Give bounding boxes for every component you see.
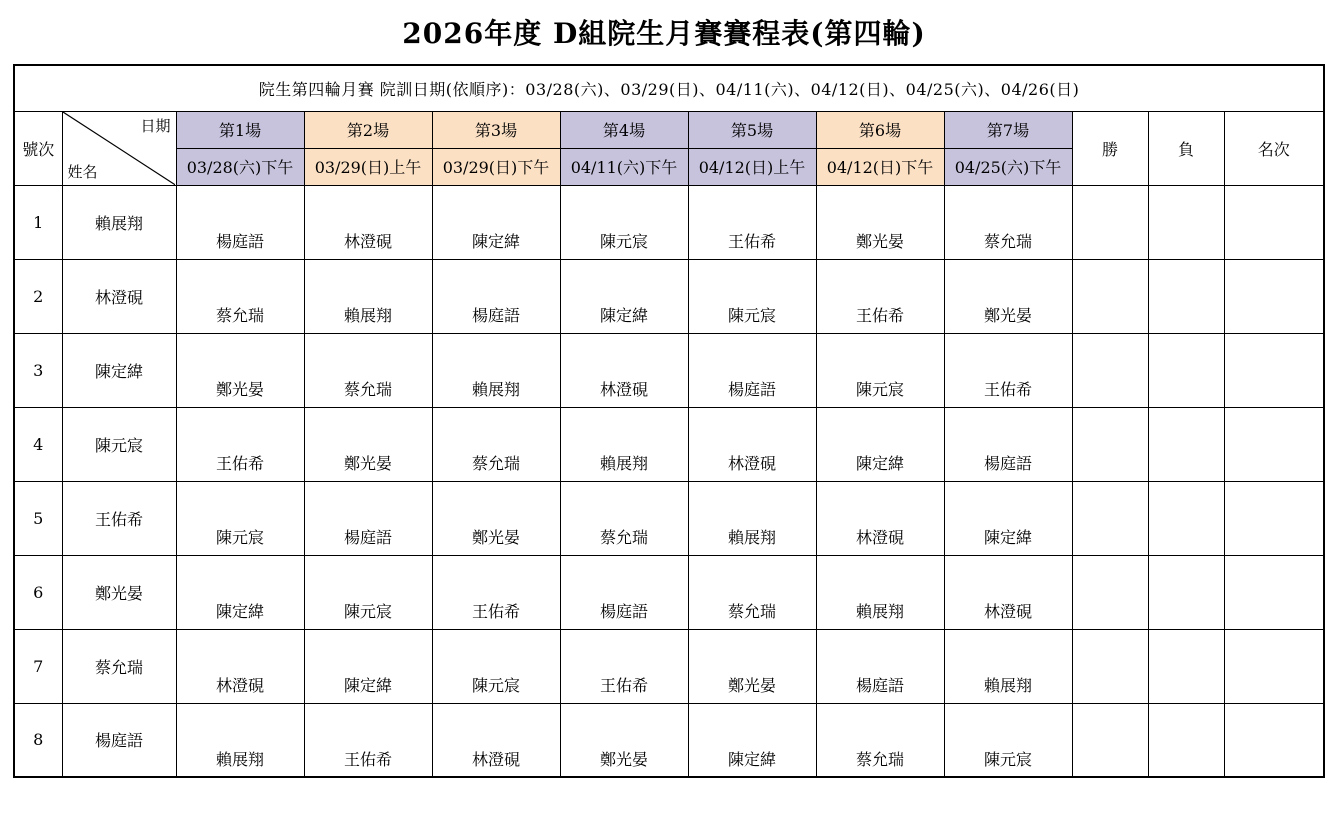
result-entry-cell[interactable] bbox=[944, 481, 1072, 518]
lose-count-cell[interactable] bbox=[1148, 481, 1224, 555]
player-name: 王佑希 bbox=[62, 481, 176, 555]
opponent-name: 鄭光晏 bbox=[304, 444, 432, 481]
seat-number: 3 bbox=[14, 333, 62, 407]
result-entry-cell[interactable] bbox=[560, 629, 688, 666]
win-count-cell[interactable] bbox=[1072, 333, 1148, 407]
opponent-name: 賴展翔 bbox=[560, 444, 688, 481]
opponent-name: 王佑希 bbox=[816, 296, 944, 333]
result-entry-cell[interactable] bbox=[560, 481, 688, 518]
header-rank: 名次 bbox=[1224, 111, 1324, 185]
player-name: 楊庭語 bbox=[62, 703, 176, 777]
result-entry-cell[interactable] bbox=[816, 185, 944, 222]
opponent-name: 林澄硯 bbox=[944, 592, 1072, 629]
result-entry-cell[interactable] bbox=[560, 555, 688, 592]
header-date-label: 日期 bbox=[140, 116, 171, 135]
opponent-name: 鄭光晏 bbox=[432, 518, 560, 555]
header-round-4: 第4場 bbox=[560, 111, 688, 148]
opponent-name: 蔡允瑞 bbox=[176, 296, 304, 333]
result-entry-cell[interactable] bbox=[432, 481, 560, 518]
result-entry-cell[interactable] bbox=[560, 333, 688, 370]
result-entry-cell[interactable] bbox=[304, 481, 432, 518]
opponent-name: 蔡允瑞 bbox=[560, 518, 688, 555]
result-entry-cell[interactable] bbox=[816, 555, 944, 592]
header-date-2: 03/29(日)上午 bbox=[304, 148, 432, 185]
opponent-name: 蔡允瑞 bbox=[304, 370, 432, 407]
opponent-name: 王佑希 bbox=[944, 370, 1072, 407]
rank-cell[interactable] bbox=[1224, 555, 1324, 629]
opponent-name: 陳定緯 bbox=[560, 296, 688, 333]
result-entry-cell[interactable] bbox=[560, 407, 688, 444]
result-entry-cell[interactable] bbox=[176, 407, 304, 444]
result-entry-cell[interactable] bbox=[816, 481, 944, 518]
opponent-name: 陳定緯 bbox=[432, 222, 560, 259]
opponent-name: 陳定緯 bbox=[304, 666, 432, 703]
result-entry-cell[interactable] bbox=[944, 407, 1072, 444]
lose-count-cell[interactable] bbox=[1148, 259, 1224, 333]
page-title: 2026年度 D組院生月賽賽程表(第四輪) bbox=[402, 17, 926, 50]
result-entry-cell[interactable] bbox=[688, 481, 816, 518]
opponent-name: 陳定緯 bbox=[176, 592, 304, 629]
header-seat-no-label: 號次 bbox=[22, 139, 55, 159]
opponent-name: 林澄硯 bbox=[560, 370, 688, 407]
opponent-name: 楊庭語 bbox=[688, 370, 816, 407]
lose-count-cell[interactable] bbox=[1148, 185, 1224, 259]
win-count-cell[interactable] bbox=[1072, 259, 1148, 333]
opponent-name: 蔡允瑞 bbox=[944, 222, 1072, 259]
player-name: 陳定緯 bbox=[62, 333, 176, 407]
win-count-cell[interactable] bbox=[1072, 407, 1148, 481]
opponent-name: 鄭光晏 bbox=[816, 222, 944, 259]
result-entry-cell[interactable] bbox=[304, 185, 432, 222]
opponent-name: 陳元宸 bbox=[432, 666, 560, 703]
seat-number: 2 bbox=[14, 259, 62, 333]
result-entry-cell[interactable] bbox=[176, 333, 304, 370]
player-name: 鄭光晏 bbox=[62, 555, 176, 629]
result-entry-cell[interactable] bbox=[304, 703, 432, 740]
opponent-name: 楊庭語 bbox=[560, 592, 688, 629]
win-count-cell[interactable] bbox=[1072, 481, 1148, 555]
result-entry-cell[interactable] bbox=[176, 481, 304, 518]
lose-count-cell[interactable] bbox=[1148, 703, 1224, 777]
result-entry-cell[interactable] bbox=[816, 333, 944, 370]
result-entry-cell[interactable] bbox=[816, 703, 944, 740]
result-entry-cell[interactable] bbox=[688, 629, 816, 666]
table-row bbox=[14, 703, 1324, 740]
schedule-table bbox=[13, 64, 1325, 778]
seat-number: 6 bbox=[14, 555, 62, 629]
opponent-name: 陳元宸 bbox=[560, 222, 688, 259]
result-entry-cell[interactable] bbox=[432, 333, 560, 370]
table-row bbox=[14, 481, 1324, 518]
lose-count-cell[interactable] bbox=[1148, 407, 1224, 481]
header-cell-date-name bbox=[62, 111, 176, 185]
table-row bbox=[14, 629, 1324, 666]
result-entry-cell[interactable] bbox=[816, 629, 944, 666]
result-entry-cell[interactable] bbox=[432, 703, 560, 740]
opponent-name: 鄭光晏 bbox=[560, 740, 688, 777]
header-date-6: 04/12(日)下午 bbox=[816, 148, 944, 185]
header-round-7: 第7場 bbox=[944, 111, 1072, 148]
result-entry-cell[interactable] bbox=[688, 185, 816, 222]
seat-number: 5 bbox=[14, 481, 62, 555]
opponent-name: 林澄硯 bbox=[176, 666, 304, 703]
result-entry-cell[interactable] bbox=[688, 407, 816, 444]
opponent-name: 蔡允瑞 bbox=[688, 592, 816, 629]
lose-count-cell[interactable] bbox=[1148, 555, 1224, 629]
opponent-name: 王佑希 bbox=[688, 222, 816, 259]
result-entry-cell[interactable] bbox=[944, 703, 1072, 740]
result-entry-cell[interactable] bbox=[304, 407, 432, 444]
opponent-name: 林澄硯 bbox=[688, 444, 816, 481]
win-count-cell[interactable] bbox=[1072, 555, 1148, 629]
result-entry-cell[interactable] bbox=[432, 555, 560, 592]
table-row bbox=[14, 259, 1324, 296]
opponent-name: 王佑希 bbox=[176, 444, 304, 481]
opponent-name: 賴展翔 bbox=[688, 518, 816, 555]
opponent-name: 蔡允瑞 bbox=[816, 740, 944, 777]
result-entry-cell[interactable] bbox=[560, 703, 688, 740]
result-entry-cell[interactable] bbox=[432, 259, 560, 296]
result-entry-cell[interactable] bbox=[432, 407, 560, 444]
opponent-name: 陳元宸 bbox=[816, 370, 944, 407]
result-entry-cell[interactable] bbox=[176, 185, 304, 222]
result-entry-cell[interactable] bbox=[176, 555, 304, 592]
lose-count-cell[interactable] bbox=[1148, 629, 1224, 703]
notice-text: 院生第四輪月賽 院訓日期(依順序)：03/28(六)、03/29(日)、04/11(六)、04/12(日)、04/25(六)、04/26(日) bbox=[14, 65, 1324, 111]
rank-cell[interactable] bbox=[1224, 407, 1324, 481]
seat-number: 1 bbox=[14, 185, 62, 259]
result-entry-cell[interactable] bbox=[688, 555, 816, 592]
result-entry-cell[interactable] bbox=[944, 259, 1072, 296]
header-date-3: 03/29(日)下午 bbox=[432, 148, 560, 185]
result-entry-cell[interactable] bbox=[944, 185, 1072, 222]
result-entry-cell[interactable] bbox=[816, 259, 944, 296]
result-entry-cell[interactable] bbox=[560, 259, 688, 296]
rank-cell[interactable] bbox=[1224, 703, 1324, 777]
header-round-1: 第1場 bbox=[176, 111, 304, 148]
result-entry-cell[interactable] bbox=[944, 333, 1072, 370]
header-cell-seat-no bbox=[14, 111, 62, 185]
rank-cell[interactable] bbox=[1224, 481, 1324, 555]
opponent-name: 陳元宸 bbox=[304, 592, 432, 629]
opponent-name: 鄭光晏 bbox=[176, 370, 304, 407]
result-entry-cell[interactable] bbox=[304, 555, 432, 592]
result-entry-cell[interactable] bbox=[304, 333, 432, 370]
seat-number: 8 bbox=[14, 703, 62, 777]
opponent-name: 賴展翔 bbox=[432, 370, 560, 407]
opponent-name: 賴展翔 bbox=[816, 592, 944, 629]
result-entry-cell[interactable] bbox=[944, 629, 1072, 666]
win-count-cell[interactable] bbox=[1072, 703, 1148, 777]
player-name: 賴展翔 bbox=[62, 185, 176, 259]
header-date-4: 04/11(六)下午 bbox=[560, 148, 688, 185]
result-entry-cell[interactable] bbox=[688, 333, 816, 370]
header-round-3: 第3場 bbox=[432, 111, 560, 148]
header-date-7: 04/25(六)下午 bbox=[944, 148, 1072, 185]
opponent-name: 王佑希 bbox=[304, 740, 432, 777]
opponent-name: 楊庭語 bbox=[432, 296, 560, 333]
opponent-name: 林澄硯 bbox=[816, 518, 944, 555]
opponent-name: 陳定緯 bbox=[944, 518, 1072, 555]
seat-number: 7 bbox=[14, 629, 62, 703]
opponent-name: 陳元宸 bbox=[688, 296, 816, 333]
header-date-1: 03/28(六)下午 bbox=[176, 148, 304, 185]
opponent-name: 楊庭語 bbox=[944, 444, 1072, 481]
opponent-name: 蔡允瑞 bbox=[432, 444, 560, 481]
lose-count-cell[interactable] bbox=[1148, 333, 1224, 407]
header-lose: 負 bbox=[1148, 111, 1224, 185]
win-count-cell[interactable] bbox=[1072, 185, 1148, 259]
opponent-name: 鄭光晏 bbox=[688, 666, 816, 703]
opponent-name: 王佑希 bbox=[560, 666, 688, 703]
opponent-name: 楊庭語 bbox=[304, 518, 432, 555]
opponent-name: 陳元宸 bbox=[944, 740, 1072, 777]
header-round-2: 第2場 bbox=[304, 111, 432, 148]
table-row bbox=[14, 555, 1324, 592]
result-entry-cell[interactable] bbox=[432, 185, 560, 222]
opponent-name: 賴展翔 bbox=[176, 740, 304, 777]
opponent-name: 林澄硯 bbox=[304, 222, 432, 259]
opponent-name: 林澄硯 bbox=[432, 740, 560, 777]
result-entry-cell[interactable] bbox=[688, 259, 816, 296]
opponent-name: 賴展翔 bbox=[304, 296, 432, 333]
table-row bbox=[14, 333, 1324, 370]
opponent-name: 賴展翔 bbox=[944, 666, 1072, 703]
rank-cell[interactable] bbox=[1224, 185, 1324, 259]
result-entry-cell[interactable] bbox=[688, 703, 816, 740]
player-name: 林澄硯 bbox=[62, 259, 176, 333]
player-name: 陳元宸 bbox=[62, 407, 176, 481]
result-entry-cell[interactable] bbox=[560, 185, 688, 222]
result-entry-cell[interactable] bbox=[304, 259, 432, 296]
rank-cell[interactable] bbox=[1224, 629, 1324, 703]
result-entry-cell[interactable] bbox=[176, 703, 304, 740]
opponent-name: 王佑希 bbox=[432, 592, 560, 629]
header-win: 勝 bbox=[1072, 111, 1148, 185]
table-row bbox=[14, 407, 1324, 444]
player-name: 蔡允瑞 bbox=[62, 629, 176, 703]
header-name-label: 姓名 bbox=[67, 162, 98, 181]
opponent-name: 鄭光晏 bbox=[944, 296, 1072, 333]
result-entry-cell[interactable] bbox=[816, 407, 944, 444]
header-round-5: 第5場 bbox=[688, 111, 816, 148]
opponent-name: 陳元宸 bbox=[176, 518, 304, 555]
result-entry-cell[interactable] bbox=[304, 629, 432, 666]
opponent-name: 陳定緯 bbox=[816, 444, 944, 481]
seat-number: 4 bbox=[14, 407, 62, 481]
result-entry-cell[interactable] bbox=[432, 629, 560, 666]
header-date-5: 04/12(日)上午 bbox=[688, 148, 816, 185]
notice-row bbox=[14, 65, 1324, 111]
header-round-6: 第6場 bbox=[816, 111, 944, 148]
result-entry-cell[interactable] bbox=[176, 259, 304, 296]
header-row-rounds bbox=[14, 111, 1324, 148]
opponent-name: 楊庭語 bbox=[176, 222, 304, 259]
opponent-name: 陳定緯 bbox=[688, 740, 816, 777]
rank-cell[interactable] bbox=[1224, 259, 1324, 333]
rank-cell[interactable] bbox=[1224, 333, 1324, 407]
result-entry-cell[interactable] bbox=[944, 555, 1072, 592]
opponent-name: 楊庭語 bbox=[816, 666, 944, 703]
table-row bbox=[14, 185, 1324, 222]
win-count-cell[interactable] bbox=[1072, 629, 1148, 703]
result-entry-cell[interactable] bbox=[176, 629, 304, 666]
